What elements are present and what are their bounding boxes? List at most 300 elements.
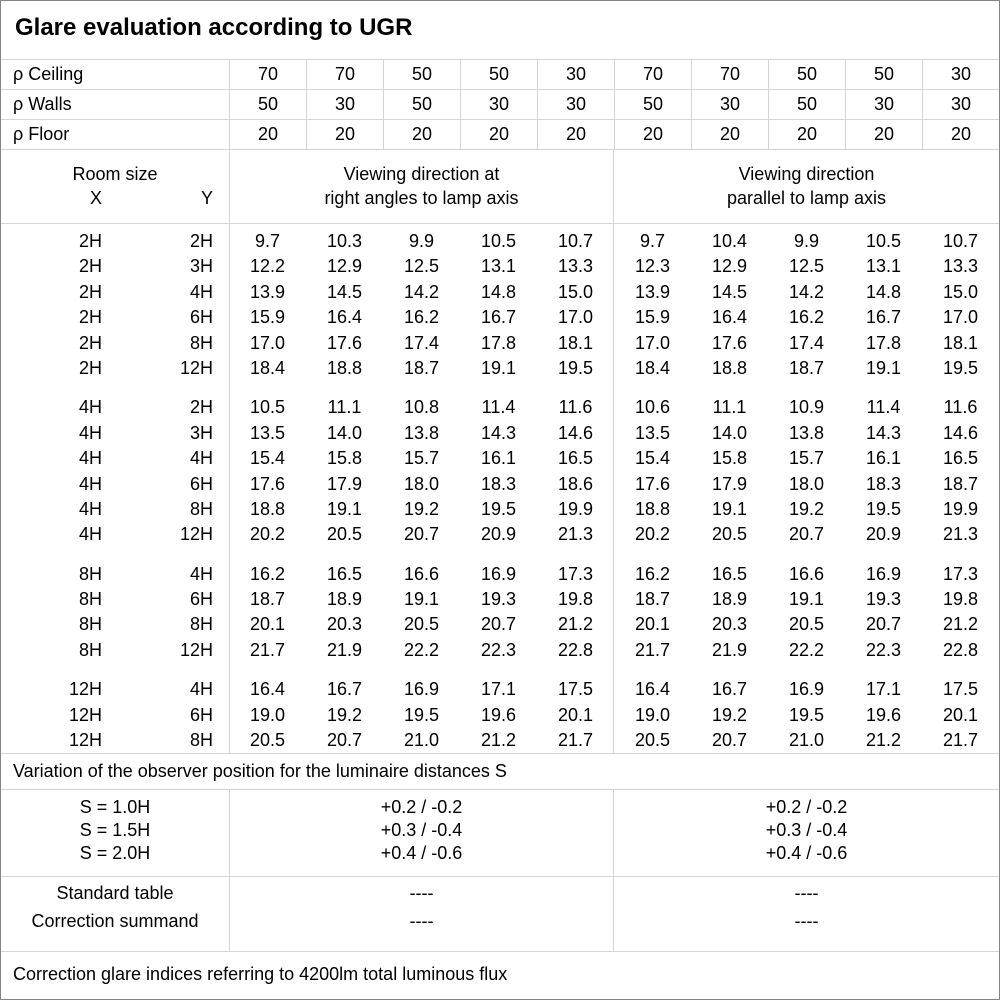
ugr-value-cell: 17.5 <box>942 679 979 700</box>
ugr-value-cell: 13.9 <box>249 281 286 302</box>
ugr-value-cell: 10.5 <box>249 397 286 418</box>
room-size-label: Room size <box>72 164 158 184</box>
ugr-value-cell: 18.0 <box>788 473 825 494</box>
room-size-y-cell: 6H <box>189 307 213 328</box>
reflectance-value-cell: 20 <box>306 120 383 149</box>
ugr-value-cell: 14.6 <box>942 422 979 443</box>
ugr-value-cell: 22.8 <box>557 639 594 660</box>
block-gap <box>1 548 999 562</box>
ugr-value-cell: 11.4 <box>481 397 516 418</box>
ugr-value-cell: 16.6 <box>788 563 825 584</box>
reflectance-value-cell: 70 <box>691 60 768 89</box>
reflectance-value-cell: 20 <box>383 120 460 149</box>
ugr-value-cell: 19.1 <box>788 589 825 610</box>
reflectance-value-cell: 30 <box>306 90 383 119</box>
reflectance-row <box>1 90 999 120</box>
reflectance-value-cell: 30 <box>537 60 614 89</box>
ugr-value-cell: 12.5 <box>403 256 440 277</box>
ugr-value-cell: 17.6 <box>634 473 671 494</box>
reflectance-value-cell: 70 <box>306 60 383 89</box>
room-size-y-cell: 12H <box>179 524 213 545</box>
ugr-value-cell: 18.8 <box>326 357 363 378</box>
ugr-value-cell: 21.2 <box>942 614 979 635</box>
ugr-value-cell: 19.5 <box>480 498 517 519</box>
ugr-value-cell: 16.6 <box>403 563 440 584</box>
spacing-values-right-angles-column <box>229 790 613 876</box>
reflectance-value-cell: 50 <box>768 60 845 89</box>
room-size-x-cell: 12H <box>68 704 102 725</box>
ugr-value-cell: 14.3 <box>865 422 902 443</box>
ugr-table-row <box>1 472 999 497</box>
ugr-value-cell: 18.3 <box>480 473 517 494</box>
ugr-value-cell: 13.5 <box>249 422 286 443</box>
reflectance-value-cell: 20 <box>691 120 768 149</box>
ugr-value-cell: 20.1 <box>942 704 979 725</box>
ugr-value-cell: 16.2 <box>634 563 671 584</box>
ugr-value-cell: 12.9 <box>326 256 363 277</box>
room-size-x-cell: 2H <box>78 332 102 353</box>
room-size-x-cell: 2H <box>78 357 102 378</box>
ugr-value-cell: 10.9 <box>788 397 825 418</box>
ugr-value-cell: 16.7 <box>711 679 748 700</box>
ugr-value-cell: 20.2 <box>249 524 286 545</box>
room-size-y-cell: 8H <box>189 730 213 751</box>
ugr-value-cell: 16.4 <box>249 679 286 700</box>
ugr-value-cell: 21.2 <box>865 730 902 751</box>
page-title: Glare evaluation according to UGR <box>15 14 413 41</box>
ugr-value-cell: 21.7 <box>557 730 594 751</box>
ugr-value-cell: 9.7 <box>639 231 666 251</box>
ugr-value-cell: 21.2 <box>557 614 594 635</box>
ugr-value-cell: 17.4 <box>788 332 825 353</box>
ugr-value-cell: 16.4 <box>326 307 363 328</box>
ugr-value-cell: 19.1 <box>711 498 748 519</box>
ugr-value-cell: 20.1 <box>634 614 671 635</box>
ugr-value-cell: 16.5 <box>326 563 363 584</box>
reflectance-value-cell: 50 <box>229 90 306 119</box>
reflectance-row-label: ρ Floor <box>13 124 70 144</box>
ugr-value-cell: 11.6 <box>943 397 978 418</box>
ugr-value-cell: 20.7 <box>480 614 517 635</box>
ugr-value-cell: 16.1 <box>865 448 902 469</box>
ugr-value-cell: 20.9 <box>480 524 517 545</box>
room-size-x-cell: 12H <box>68 730 102 751</box>
room-size-x-cell: 12H <box>68 679 102 700</box>
room-size-y-cell: 3H <box>189 422 213 443</box>
variation-note: Variation of the observer position for the luminaire distances S <box>1 754 999 790</box>
ugr-value-cell: 19.5 <box>557 357 594 378</box>
ugr-table-row <box>1 229 999 254</box>
ugr-value-cell: 18.7 <box>942 473 979 494</box>
reflectance-row-label: ρ Ceiling <box>13 64 84 84</box>
ugr-value-cell: 22.2 <box>788 639 825 660</box>
reflectance-value-cell: 30 <box>922 60 999 89</box>
reflectance-value-cell: 50 <box>768 90 845 119</box>
ugr-value-cell: 17.0 <box>942 307 979 328</box>
room-size-y-cell: 8H <box>189 614 213 635</box>
ugr-value-cell: 20.5 <box>788 614 825 635</box>
room-size-x-cell: 8H <box>78 614 102 635</box>
ugr-value-cell: 19.6 <box>865 704 902 725</box>
title-row <box>1 1 999 60</box>
ugr-value-cell: 21.7 <box>634 639 671 660</box>
spacing-distance-label: S = 2.0H <box>79 843 151 863</box>
ugr-value-cell: 19.2 <box>326 704 363 725</box>
ugr-value-cell: 19.9 <box>557 498 594 519</box>
ugr-value-cell: 19.1 <box>865 357 902 378</box>
room-size-y-cell: 6H <box>189 589 213 610</box>
ugr-table-row <box>1 587 999 612</box>
ugr-value-cell: 19.2 <box>711 704 748 725</box>
ugr-value-cell: 14.0 <box>711 422 748 443</box>
ugr-value-cell: 21.3 <box>557 524 594 545</box>
ugr-value-cell: 11.1 <box>712 397 747 418</box>
reflectance-value-cell: 20 <box>845 120 922 149</box>
ugr-value-cell: 19.6 <box>480 704 517 725</box>
x-axis-label: X <box>89 188 102 208</box>
xy-header <box>1 186 229 210</box>
reflectance-row <box>1 120 999 150</box>
y-axis-label: Y <box>200 188 213 208</box>
ugr-table-row <box>1 677 999 702</box>
ugr-value-cell: 18.3 <box>865 473 902 494</box>
ugr-value-cell: 13.5 <box>634 422 671 443</box>
ugr-table-row <box>1 522 999 547</box>
room-size-y-cell: 8H <box>189 498 213 519</box>
ugr-value-cell: 14.2 <box>403 281 440 302</box>
ugr-value-cell: 15.8 <box>711 448 748 469</box>
ugr-value-cell: 18.4 <box>634 357 671 378</box>
reflectance-value-cell: 30 <box>922 90 999 119</box>
ugr-table-row <box>1 612 999 637</box>
room-size-x-cell: 4H <box>78 397 102 418</box>
footer-note: Correction glare indices referring to 4200lm total luminous flux <box>13 964 508 984</box>
room-size-y-cell: 12H <box>179 639 213 660</box>
ugr-value-cell: 22.3 <box>480 639 517 660</box>
ugr-value-cell: 18.4 <box>249 357 286 378</box>
ugr-value-cell: 10.7 <box>942 231 979 251</box>
ugr-value-cell: 17.8 <box>480 332 517 353</box>
ugr-value-cell: 14.8 <box>865 281 902 302</box>
ugr-value-cell: 11.6 <box>558 397 593 418</box>
room-size-y-cell: 3H <box>189 256 213 277</box>
ugr-value-cell: 10.8 <box>403 397 440 418</box>
reflectance-section <box>1 60 999 150</box>
ugr-value-cell: 21.3 <box>942 524 979 545</box>
ugr-value-cell: 14.6 <box>557 422 594 443</box>
ugr-value-cell: 17.9 <box>326 473 363 494</box>
reflectance-value-cell: 50 <box>614 90 691 119</box>
room-size-y-cell: 6H <box>189 473 213 494</box>
spacing-values-parallel-column <box>613 790 999 876</box>
ugr-value-cell: 19.0 <box>634 704 671 725</box>
summary-labels-column <box>1 877 229 951</box>
ugr-value-cell: 17.1 <box>865 679 902 700</box>
summary-values-right-angles-column <box>229 877 613 951</box>
reflectance-row <box>1 60 999 90</box>
ugr-value-cell: 13.3 <box>557 256 594 277</box>
ugr-value-cell: 10.5 <box>865 231 902 251</box>
room-size-y-cell: 4H <box>189 679 213 700</box>
ugr-data-area <box>1 224 999 754</box>
ugr-value-cell: 16.7 <box>326 679 363 700</box>
ugr-value-cell: 13.1 <box>480 256 517 277</box>
ugr-value-cell: 18.7 <box>249 589 286 610</box>
ugr-value-cell: 16.7 <box>865 307 902 328</box>
ugr-value-cell: 14.5 <box>711 281 748 302</box>
ugr-value-cell: 18.7 <box>634 589 671 610</box>
ugr-table-row <box>1 728 999 753</box>
header-line: right angles to lamp axis <box>324 188 519 208</box>
ugr-table-row <box>1 638 999 663</box>
ugr-table-row <box>1 703 999 728</box>
ugr-value-cell: 20.1 <box>557 704 594 725</box>
ugr-value-cell: 20.5 <box>403 614 440 635</box>
reflectance-value-cell: 20 <box>537 120 614 149</box>
ugr-value-cell: 16.5 <box>942 448 979 469</box>
ugr-value-cell: 17.6 <box>326 332 363 353</box>
reflectance-row-label: ρ Walls <box>13 94 72 114</box>
ugr-value-cell: 19.8 <box>557 589 594 610</box>
room-size-x-cell: 2H <box>78 256 102 277</box>
ugr-value-cell: 17.0 <box>557 307 594 328</box>
ugr-value-cell: 15.9 <box>634 307 671 328</box>
reflectance-value-cell: 20 <box>922 120 999 149</box>
ugr-value-cell: 18.8 <box>249 498 286 519</box>
ugr-table-row <box>1 421 999 446</box>
ugr-value-cell: 22.8 <box>942 639 979 660</box>
ugr-value-cell: 19.5 <box>865 498 902 519</box>
ugr-value-cell: 19.0 <box>249 704 286 725</box>
ugr-value-cell: 14.0 <box>326 422 363 443</box>
room-size-y-cell: 6H <box>189 704 213 725</box>
summary-value: ---- <box>409 911 434 931</box>
ugr-table-row <box>1 305 999 330</box>
ugr-value-cell: 12.5 <box>788 256 825 277</box>
ugr-value-cell: 18.1 <box>557 332 594 353</box>
ugr-value-cell: 19.2 <box>788 498 825 519</box>
spacing-correction-value: +0.2 / -0.2 <box>380 797 463 817</box>
ugr-value-cell: 18.7 <box>788 357 825 378</box>
reflectance-value-cell: 70 <box>229 60 306 89</box>
ugr-value-cell: 14.5 <box>326 281 363 302</box>
ugr-value-cell: 13.8 <box>788 422 825 443</box>
ugr-value-cell: 15.4 <box>249 448 286 469</box>
room-size-y-cell: 2H <box>189 397 213 418</box>
ugr-value-cell: 19.9 <box>942 498 979 519</box>
room-size-x-cell: 8H <box>78 639 102 660</box>
ugr-value-cell: 15.7 <box>403 448 440 469</box>
ugr-value-cell: 9.7 <box>254 231 281 251</box>
ugr-value-cell: 15.7 <box>788 448 825 469</box>
ugr-value-cell: 16.9 <box>403 679 440 700</box>
ugr-value-cell: 18.8 <box>634 498 671 519</box>
block-gap <box>1 663 999 677</box>
ugr-value-cell: 10.3 <box>326 231 363 251</box>
ugr-value-cell: 18.9 <box>711 589 748 610</box>
ugr-value-cell: 21.7 <box>249 639 286 660</box>
summary-value: ---- <box>409 883 434 903</box>
room-size-x-cell: 2H <box>78 281 102 302</box>
ugr-value-cell: 16.2 <box>788 307 825 328</box>
ugr-value-cell: 16.2 <box>249 563 286 584</box>
ugr-value-cell: 15.8 <box>326 448 363 469</box>
ugr-value-cell: 17.1 <box>480 679 517 700</box>
reflectance-value-cell: 20 <box>614 120 691 149</box>
ugr-value-cell: 17.6 <box>249 473 286 494</box>
reflectance-value-cell: 20 <box>460 120 537 149</box>
ugr-value-cell: 21.7 <box>942 730 979 751</box>
summary-block <box>1 877 999 952</box>
header-line: Viewing direction at <box>343 164 500 184</box>
ugr-value-cell: 13.9 <box>634 281 671 302</box>
room-size-header <box>1 150 229 223</box>
vertical-gridline <box>613 224 614 753</box>
ugr-value-cell: 21.0 <box>788 730 825 751</box>
ugr-value-cell: 21.9 <box>711 639 748 660</box>
reflectance-value-cell: 50 <box>383 60 460 89</box>
ugr-value-cell: 15.4 <box>634 448 671 469</box>
ugr-value-cell: 14.8 <box>480 281 517 302</box>
spacing-distance-label: S = 1.0H <box>79 797 151 817</box>
ugr-value-cell: 21.0 <box>403 730 440 751</box>
room-size-x-cell: 2H <box>78 231 102 251</box>
ugr-value-cell: 20.7 <box>865 614 902 635</box>
ugr-value-cell: 16.2 <box>403 307 440 328</box>
ugr-value-cell: 20.2 <box>634 524 671 545</box>
ugr-value-cell: 17.8 <box>865 332 902 353</box>
reflectance-value-cell: 50 <box>460 60 537 89</box>
ugr-value-cell: 16.9 <box>865 563 902 584</box>
vertical-gridline <box>229 224 230 753</box>
ugr-value-cell: 15.0 <box>557 281 594 302</box>
ugr-value-cell: 14.2 <box>788 281 825 302</box>
room-size-y-cell: 4H <box>189 448 213 469</box>
ugr-value-cell: 17.6 <box>711 332 748 353</box>
header-line: Viewing direction <box>738 164 875 184</box>
ugr-value-cell: 20.1 <box>249 614 286 635</box>
ugr-value-cell: 9.9 <box>793 231 820 251</box>
ugr-value-cell: 17.0 <box>634 332 671 353</box>
room-size-x-cell: 4H <box>78 498 102 519</box>
ugr-value-cell: 19.2 <box>403 498 440 519</box>
ugr-value-cell: 9.9 <box>408 231 435 251</box>
ugr-value-cell: 18.7 <box>403 357 440 378</box>
ugr-value-cell: 19.3 <box>480 589 517 610</box>
ugr-value-cell: 16.4 <box>634 679 671 700</box>
header-line: parallel to lamp axis <box>726 188 887 208</box>
ugr-value-cell: 20.3 <box>326 614 363 635</box>
ugr-rows <box>1 229 999 753</box>
reflectance-value-cell: 50 <box>845 60 922 89</box>
summary-value: ---- <box>794 883 819 903</box>
room-size-y-cell: 12H <box>179 357 213 378</box>
ugr-value-cell: 17.3 <box>942 563 979 584</box>
ugr-value-cell: 20.7 <box>326 730 363 751</box>
summary-values-parallel-column <box>613 877 999 951</box>
ugr-value-cell: 19.1 <box>403 589 440 610</box>
room-size-x-cell: 4H <box>78 473 102 494</box>
ugr-value-cell: 18.1 <box>942 332 979 353</box>
room-size-x-cell: 4H <box>78 524 102 545</box>
ugr-value-cell: 20.7 <box>788 524 825 545</box>
ugr-value-cell: 10.6 <box>634 397 671 418</box>
ugr-value-cell: 20.5 <box>711 524 748 545</box>
ugr-value-cell: 12.3 <box>634 256 671 277</box>
ugr-value-cell: 10.4 <box>711 231 748 251</box>
ugr-value-cell: 15.9 <box>249 307 286 328</box>
ugr-value-cell: 21.9 <box>326 639 363 660</box>
ugr-value-cell: 22.2 <box>403 639 440 660</box>
reflectance-value-cell: 30 <box>845 90 922 119</box>
room-size-x-cell: 8H <box>78 563 102 584</box>
ugr-value-cell: 10.7 <box>557 231 594 251</box>
ugr-value-cell: 13.3 <box>942 256 979 277</box>
reflectance-value-cell: 30 <box>537 90 614 119</box>
ugr-value-cell: 20.3 <box>711 614 748 635</box>
ugr-value-cell: 20.7 <box>403 524 440 545</box>
ugr-value-cell: 19.5 <box>942 357 979 378</box>
room-size-x-cell: 8H <box>78 589 102 610</box>
ugr-value-cell: 20.9 <box>865 524 902 545</box>
ugr-value-cell: 13.8 <box>403 422 440 443</box>
reflectance-value-cell: 20 <box>768 120 845 149</box>
ugr-value-cell: 20.7 <box>711 730 748 751</box>
ugr-value-cell: 17.5 <box>557 679 594 700</box>
ugr-value-cell: 16.5 <box>557 448 594 469</box>
ugr-value-cell: 18.9 <box>326 589 363 610</box>
ugr-value-cell: 19.5 <box>403 704 440 725</box>
spacing-correction-value: +0.4 / -0.6 <box>380 843 463 863</box>
ugr-value-cell: 16.5 <box>711 563 748 584</box>
spacing-labels-column <box>1 790 229 876</box>
ugr-value-cell: 16.9 <box>788 679 825 700</box>
ugr-value-cell: 19.1 <box>480 357 517 378</box>
ugr-table-row <box>1 280 999 305</box>
block-gap <box>1 381 999 395</box>
room-size-y-cell: 2H <box>189 231 213 251</box>
ugr-value-cell: 17.9 <box>711 473 748 494</box>
ugr-table-row <box>1 446 999 471</box>
reflectance-value-cell: 50 <box>383 90 460 119</box>
ugr-value-cell: 18.8 <box>711 357 748 378</box>
summary-row-label: Standard table <box>56 883 174 903</box>
ugr-value-cell: 19.3 <box>865 589 902 610</box>
ugr-value-cell: 12.9 <box>711 256 748 277</box>
ugr-value-cell: 18.6 <box>557 473 594 494</box>
ugr-value-cell: 16.7 <box>480 307 517 328</box>
ugr-table-row <box>1 497 999 522</box>
ugr-value-cell: 16.1 <box>480 448 517 469</box>
ugr-value-cell: 21.2 <box>480 730 517 751</box>
room-size-x-cell: 2H <box>78 307 102 328</box>
room-size-x-cell: 4H <box>78 422 102 443</box>
spacing-distance-label: S = 1.5H <box>79 820 151 840</box>
ugr-value-cell: 14.3 <box>480 422 517 443</box>
spacing-correction-value: +0.3 / -0.4 <box>380 820 463 840</box>
ugr-table-row <box>1 562 999 587</box>
spacing-correction-block <box>1 790 999 877</box>
ugr-value-cell: 18.0 <box>403 473 440 494</box>
ugr-table-row <box>1 331 999 356</box>
ugr-value-cell: 11.1 <box>327 397 362 418</box>
ugr-value-cell: 16.9 <box>480 563 517 584</box>
ugr-table-row <box>1 254 999 279</box>
ugr-value-cell: 19.5 <box>788 704 825 725</box>
ugr-value-cell: 20.5 <box>249 730 286 751</box>
room-size-x-cell: 4H <box>78 448 102 469</box>
reflectance-value-cell: 30 <box>460 90 537 119</box>
